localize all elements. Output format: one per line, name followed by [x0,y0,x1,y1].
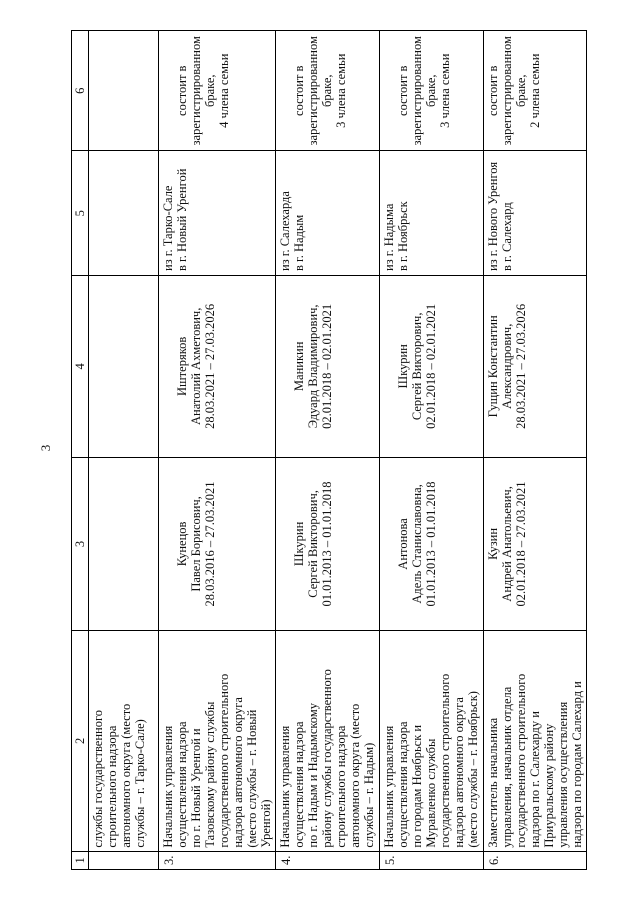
new-holder-cell: Шкурин Сергей Викторович, 02.01.2018 – 02.01.2021 [380,276,484,458]
continuation-empty-cell [89,31,159,151]
position-cell: Начальник управления осуществления надзора по городам Ноябрьск и Муравленко службы государственного строительного надзора автономного округа (место службы – г. Ноябрьск) [380,631,484,851]
row-number: 4. [276,851,380,869]
relocation-cell: из г. Надыма в г. Ноябрьск [380,151,484,276]
family-status-cell: состоит в зарегистрированном браке, 4 члена семьи [159,31,276,151]
personnel-rotation-table [71,30,587,870]
rotated-table-wrapper [71,30,584,870]
new-holder-cell: Гущин Константин Александрович, 28.03.2021 – 27.03.2026 [484,276,587,458]
family-status-cell: состоит в зарегистрированном браке, 3 члена семьи [380,31,484,151]
table-row [276,31,380,870]
row-number: 6. [484,851,587,869]
header-col-2: 2 [72,631,89,851]
table-row [484,31,587,870]
row-number: 3. [159,851,276,869]
family-status-cell: состоит в зарегистрированном браке, 2 члена семьи [484,31,587,151]
new-holder-cell: Маникин Эдуард Владимирович, 02.01.2018 – 02.01.2021 [276,276,380,458]
position-cell: Начальник управления осуществления надзора по г. Надым и Надымскому району службы государственного строительного надзора автономного округа (место службы – г. Надым) [276,631,380,851]
table-row [380,31,484,870]
previous-holder-cell: Шкурин Сергей Викторович, 01.01.2013 – 01.01.2018 [276,457,380,631]
table-row [159,31,276,870]
continuation-row [89,31,159,870]
continuation-position-cell: службы государственного строительного надзора автономного округа (место службы – г. Тарко-Сале) [89,631,159,851]
header-col-4: 4 [72,276,89,458]
header-col-3: 3 [72,457,89,631]
header-col-1: 1 [72,851,89,869]
previous-holder-cell: Кунецов Павел Борисович, 28.03.2016 – 27.03.2021 [159,457,276,631]
position-cell: Заместитель начальника управления, начальник отдела государственного строительного надзора по г. Салехарду и Приуральскому району управления осуществления надзора по городам Салехард и [484,631,587,851]
row-number: 5. [380,851,484,869]
continuation-num-cell [89,851,159,869]
header-row [72,31,89,870]
header-col-5: 5 [72,151,89,276]
relocation-cell: из г. Нового Уренгоя в г. Салехард [484,151,587,276]
position-cell: Начальник управления осуществления надзора по г. Новый Уренгой и Тазовскому району службы государственного строительного надзора автономного округа (место службы – г. Новый Уренгой) [159,631,276,851]
previous-holder-cell: Кузин Андрей Анатольевич, 02.01.2018 – 27.03.2021 [484,457,587,631]
relocation-cell: из г. Салехарда в г. Надым [276,151,380,276]
continuation-empty-cell [89,151,159,276]
page-number: 3 [38,444,53,452]
header-col-6: 6 [72,31,89,151]
continuation-empty-cell [89,276,159,458]
family-status-cell: состоит в зарегистрированном браке, 3 члена семьи [276,31,380,151]
previous-holder-cell: Антонова Адель Станиславовна, 01.01.2013 – 01.01.2018 [380,457,484,631]
new-holder-cell: Иштеряков Анатолий Ахметович, 28.03.2021 – 27.03.2026 [159,276,276,458]
continuation-empty-cell [89,457,159,631]
relocation-cell: из г. Тарко-Сале в г. Новый Уренгой [159,151,276,276]
